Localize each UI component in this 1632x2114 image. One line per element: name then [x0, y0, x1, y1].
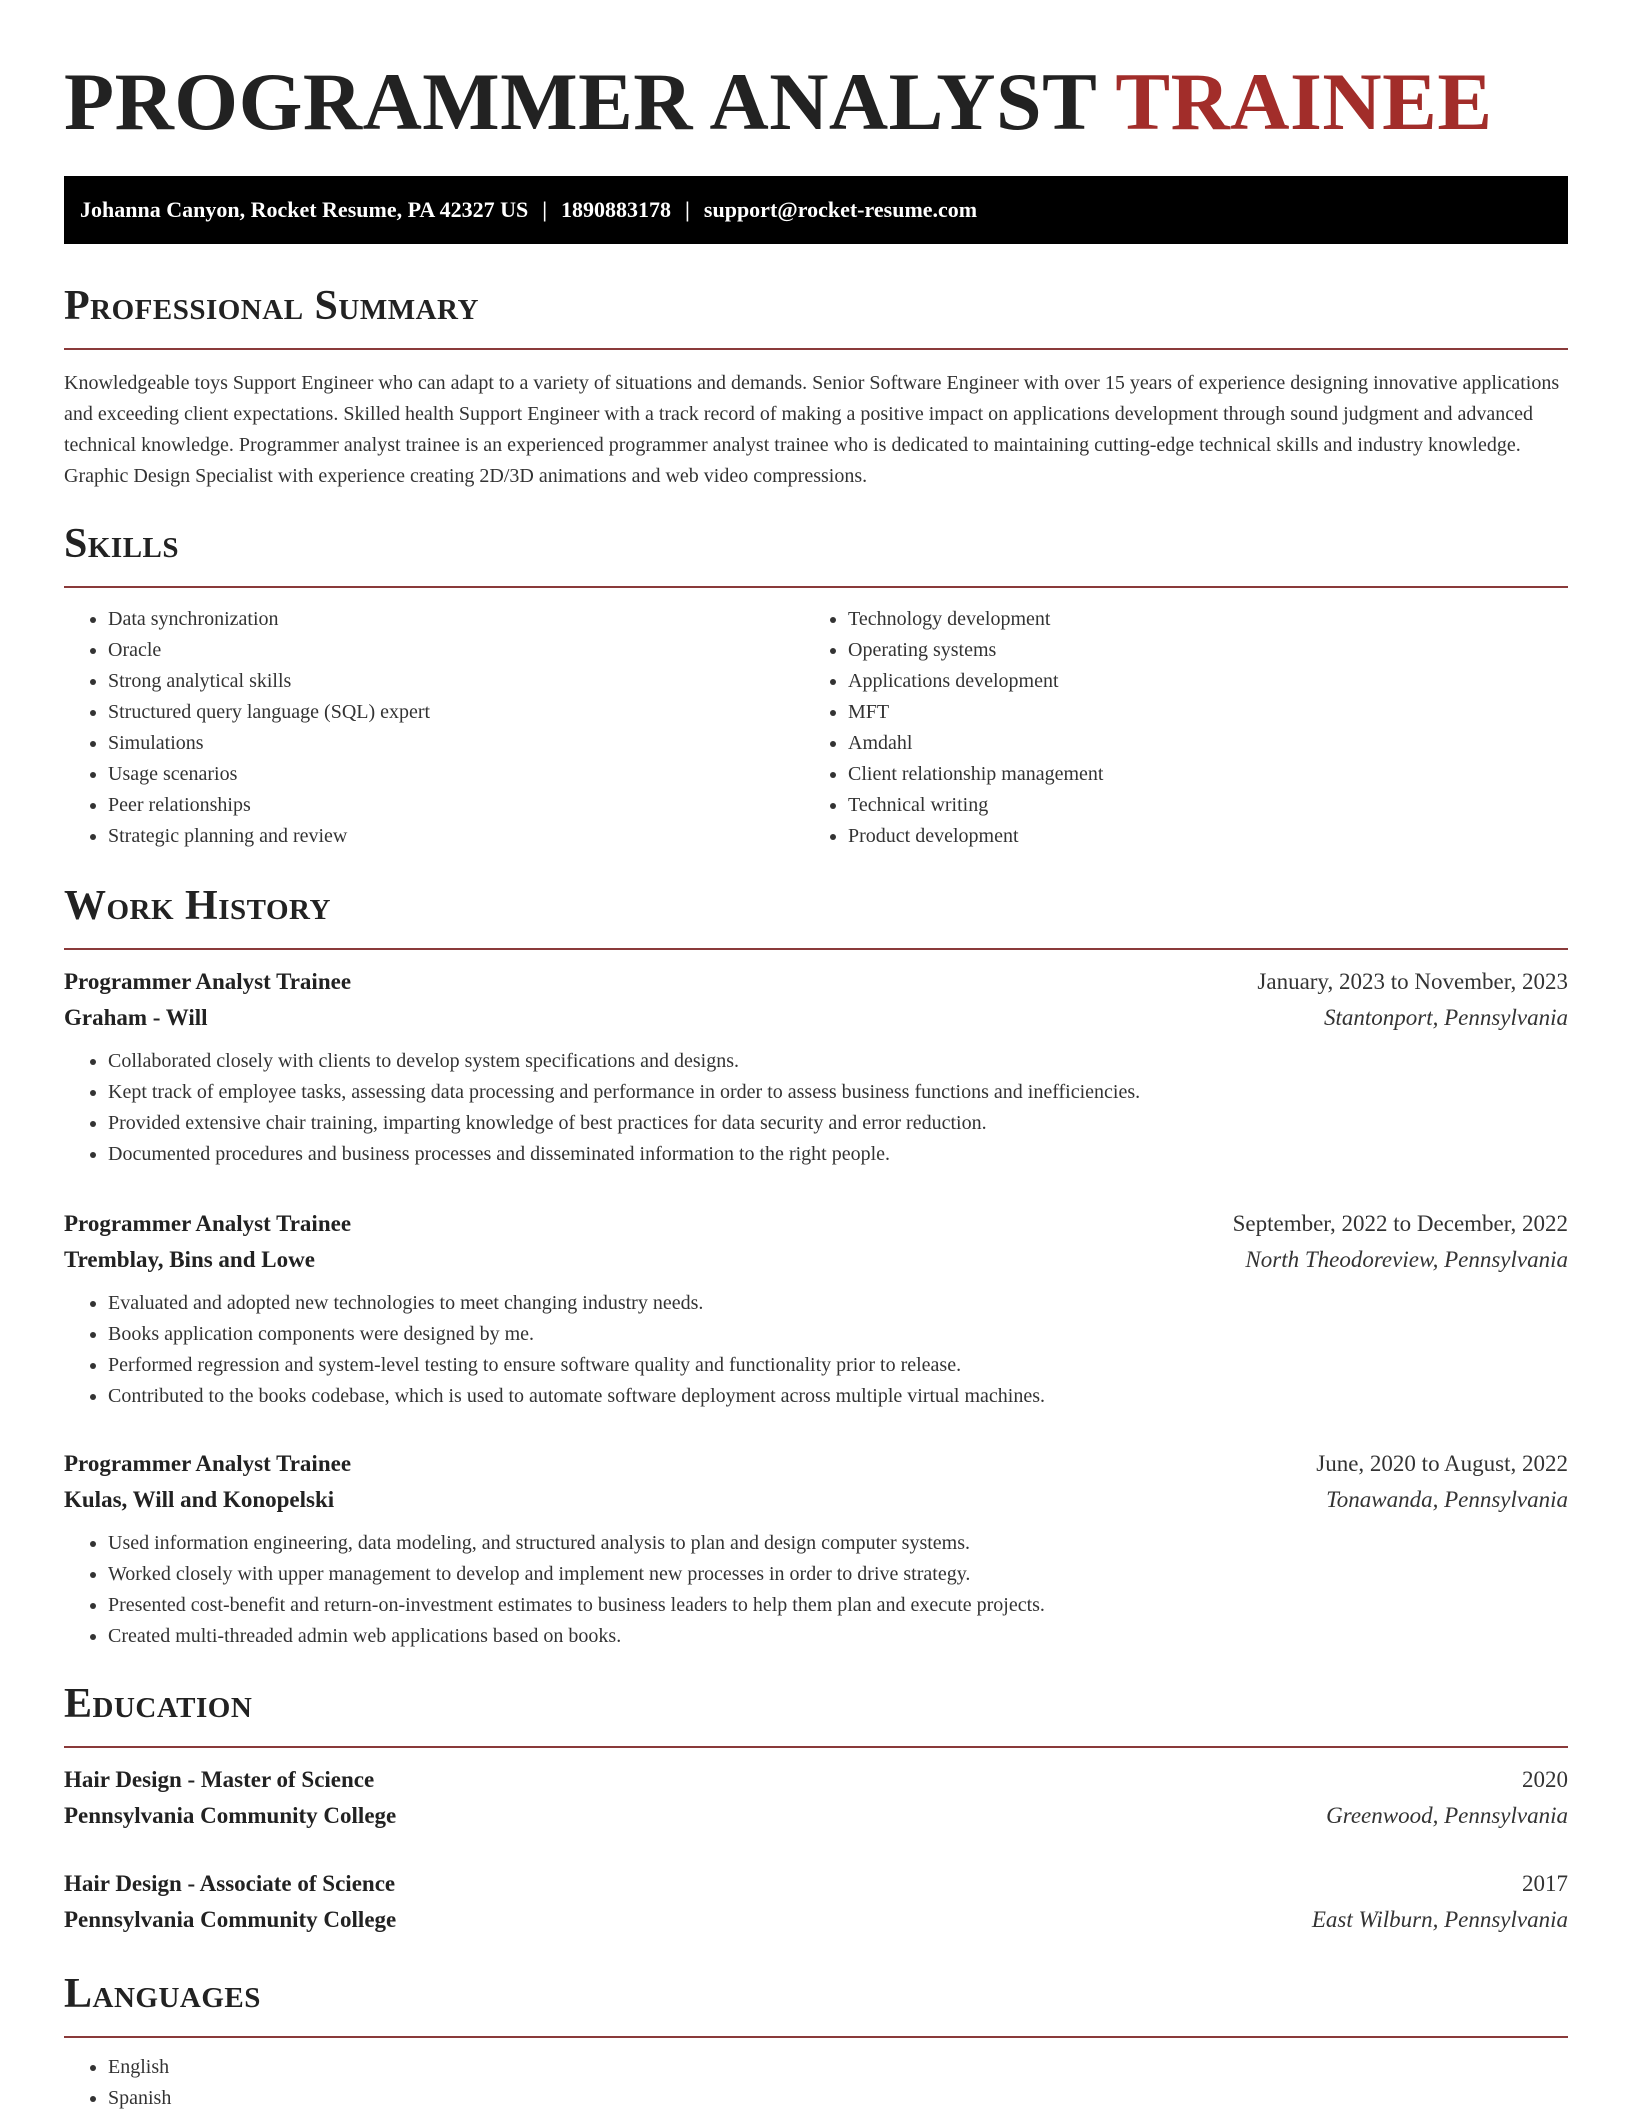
contact-bar [64, 176, 1568, 244]
education-school: Pennsylvania Community College [64, 1803, 397, 1828]
resume-page [64, 0, 1568, 2114]
section-heading-skills: Skills [64, 521, 180, 567]
skill-item: • Structured query language (SQL) expert [108, 697, 804, 728]
job-subheader [64, 1000, 1568, 1036]
skill-item: • Operating systems [848, 635, 1544, 666]
title-main: PROGRAMMER ANALYST [64, 56, 1096, 147]
section-divider [64, 2036, 1568, 2038]
section-divider [64, 948, 1568, 950]
skills-list-left [64, 604, 804, 852]
summary-text: Knowledgeable toys Support Engineer who can adapt to a variety of situations and demands. Senior Software Engineer with over 15 years of experience designing innovative applications and exceeding client expectations. Skilled health Support Engineer with a track record of making a positive impact on applications development through sound judgment and advanced technical knowledge. Programmer analyst trainee is an experienced programmer analyst trainee who is dedicated to maintaining cutting-edge technical skills and industry knowledge. Graphic Design Specialist with experience creating 2D/3D animations and web video compressions. [64, 372, 1560, 487]
languages-section [64, 1966, 1568, 2114]
skill-item: • Peer relationships [108, 790, 804, 821]
job-bullet: • Contributed to the books codebase, which is used to automate software deployment across multiple virtual machines. [108, 1381, 1568, 1412]
job-dates: September, 2022 to December, 2022 [1232, 1211, 1568, 1236]
skills-list-right [804, 604, 1544, 852]
skill-item: • Strong analytical skills [108, 666, 804, 697]
contact-phone: 1890883178 [561, 197, 672, 222]
education-location: Greenwood, Pennsylvania [1326, 1803, 1568, 1828]
job-entry [64, 1446, 1568, 1652]
section-divider [64, 586, 1568, 588]
contact-separator: | [685, 197, 690, 222]
skill-item: • MFT [848, 697, 1544, 728]
job-bullet: • Documented procedures and business processes and disseminated information to the right people. [108, 1139, 1568, 1170]
resume-title [64, 0, 1568, 152]
education-year: 2017 [1522, 1871, 1568, 1896]
skill-item: • Client relationship management [848, 759, 1544, 790]
job-subheader [64, 1242, 1568, 1278]
skill-item: • Amdahl [848, 728, 1544, 759]
skills-grid [64, 604, 1568, 852]
skill-item: • Applications development [848, 666, 1544, 697]
skill-item: • Data synchronization [108, 604, 804, 635]
job-entry [64, 1206, 1568, 1412]
section-heading-education: Education [64, 1681, 253, 1727]
language-item: • Spanish [108, 2083, 1568, 2114]
language-item: • English [108, 2052, 1568, 2083]
education-header [64, 1762, 1568, 1798]
section-heading-languages: Languages [64, 1971, 261, 2017]
title-accent: TRAINEE [1115, 56, 1493, 147]
education-subheader [64, 1798, 1568, 1834]
job-dates: June, 2020 to August, 2022 [1316, 1451, 1568, 1476]
education-section [64, 1676, 1568, 1938]
job-company: Tremblay, Bins and Lowe [64, 1247, 315, 1272]
contact-separator: | [542, 197, 548, 222]
education-year: 2020 [1522, 1767, 1568, 1792]
job-header [64, 964, 1568, 1000]
job-title: Programmer Analyst Trainee [64, 1211, 352, 1236]
job-location: North Theodoreview, Pennsylvania [1245, 1247, 1568, 1272]
languages-list [64, 2052, 1568, 2114]
job-bullet: • Worked closely with upper management to develop and implement new processes in order to drive strategy. [108, 1559, 1568, 1590]
skill-item: • Simulations [108, 728, 804, 759]
job-entry [64, 964, 1568, 1170]
skill-item: • Strategic planning and review [108, 821, 804, 852]
job-bullets [64, 1046, 1568, 1170]
skill-item: • Usage scenarios [108, 759, 804, 790]
job-dates: January, 2023 to November, 2023 [1257, 969, 1568, 994]
education-header [64, 1866, 1568, 1902]
job-title: Programmer Analyst Trainee [64, 1451, 352, 1476]
skills-section [64, 516, 1568, 852]
skills-column-left [64, 604, 804, 852]
job-location: Stantonport, Pennsylvania [1323, 1005, 1568, 1030]
education-entry [64, 1762, 1568, 1834]
job-bullet: • Kept track of employee tasks, assessing data processing and performance in order to assess business functions and inefficiencies. [108, 1077, 1568, 1108]
section-divider [64, 348, 1568, 350]
job-bullet: • Performed regression and system-level testing to ensure software quality and functionality prior to release. [108, 1350, 1568, 1381]
education-degree: Hair Design - Associate of Science [64, 1871, 396, 1896]
skill-item: • Product development [848, 821, 1544, 852]
work-history-section [64, 878, 1568, 1652]
education-entry [64, 1866, 1568, 1938]
job-header [64, 1206, 1568, 1242]
skills-column-right [804, 604, 1544, 852]
job-bullet: • Books application components were designed by me. [108, 1319, 1568, 1350]
job-bullet: • Created multi-threaded admin web applications based on books. [108, 1621, 1568, 1652]
section-divider [64, 1746, 1568, 1748]
contact-email[interactable]: support@rocket-resume.com [703, 197, 978, 222]
job-bullet: • Provided extensive chair training, imparting knowledge of best practices for data security and error reduction. [108, 1108, 1568, 1139]
job-bullets [64, 1288, 1568, 1412]
summary-section [64, 278, 1568, 492]
job-title: Programmer Analyst Trainee [64, 969, 352, 994]
skill-item: • Oracle [108, 635, 804, 666]
education-location: East Wilburn, Pennsylvania [1311, 1907, 1568, 1932]
job-bullets [64, 1528, 1568, 1652]
skill-item: • Technical writing [848, 790, 1544, 821]
job-bullet: • Evaluated and adopted new technologies to meet changing industry needs. [108, 1288, 1568, 1319]
job-subheader [64, 1482, 1568, 1518]
education-school: Pennsylvania Community College [64, 1907, 397, 1932]
education-degree: Hair Design - Master of Science [64, 1767, 375, 1792]
skill-item: • Technology development [848, 604, 1544, 635]
job-bullet: • Used information engineering, data modeling, and structured analysis to plan and design computer systems. [108, 1528, 1568, 1559]
job-company: Graham - Will [64, 1005, 208, 1030]
section-heading-summary: Professional Summary [64, 283, 479, 329]
job-company: Kulas, Will and Konopelski [64, 1487, 335, 1512]
job-header [64, 1446, 1568, 1482]
education-subheader [64, 1902, 1568, 1938]
job-bullet: • Presented cost-benefit and return-on-investment estimates to business leaders to help them plan and execute projects. [108, 1590, 1568, 1621]
contact-address: Johanna Canyon, Rocket Resume, PA 42327 US [80, 197, 529, 222]
job-location: Tonawanda, Pennsylvania [1326, 1487, 1568, 1512]
job-bullet: • Collaborated closely with clients to develop system specifications and designs. [108, 1046, 1568, 1077]
section-heading-work-history: Work History [64, 883, 331, 929]
